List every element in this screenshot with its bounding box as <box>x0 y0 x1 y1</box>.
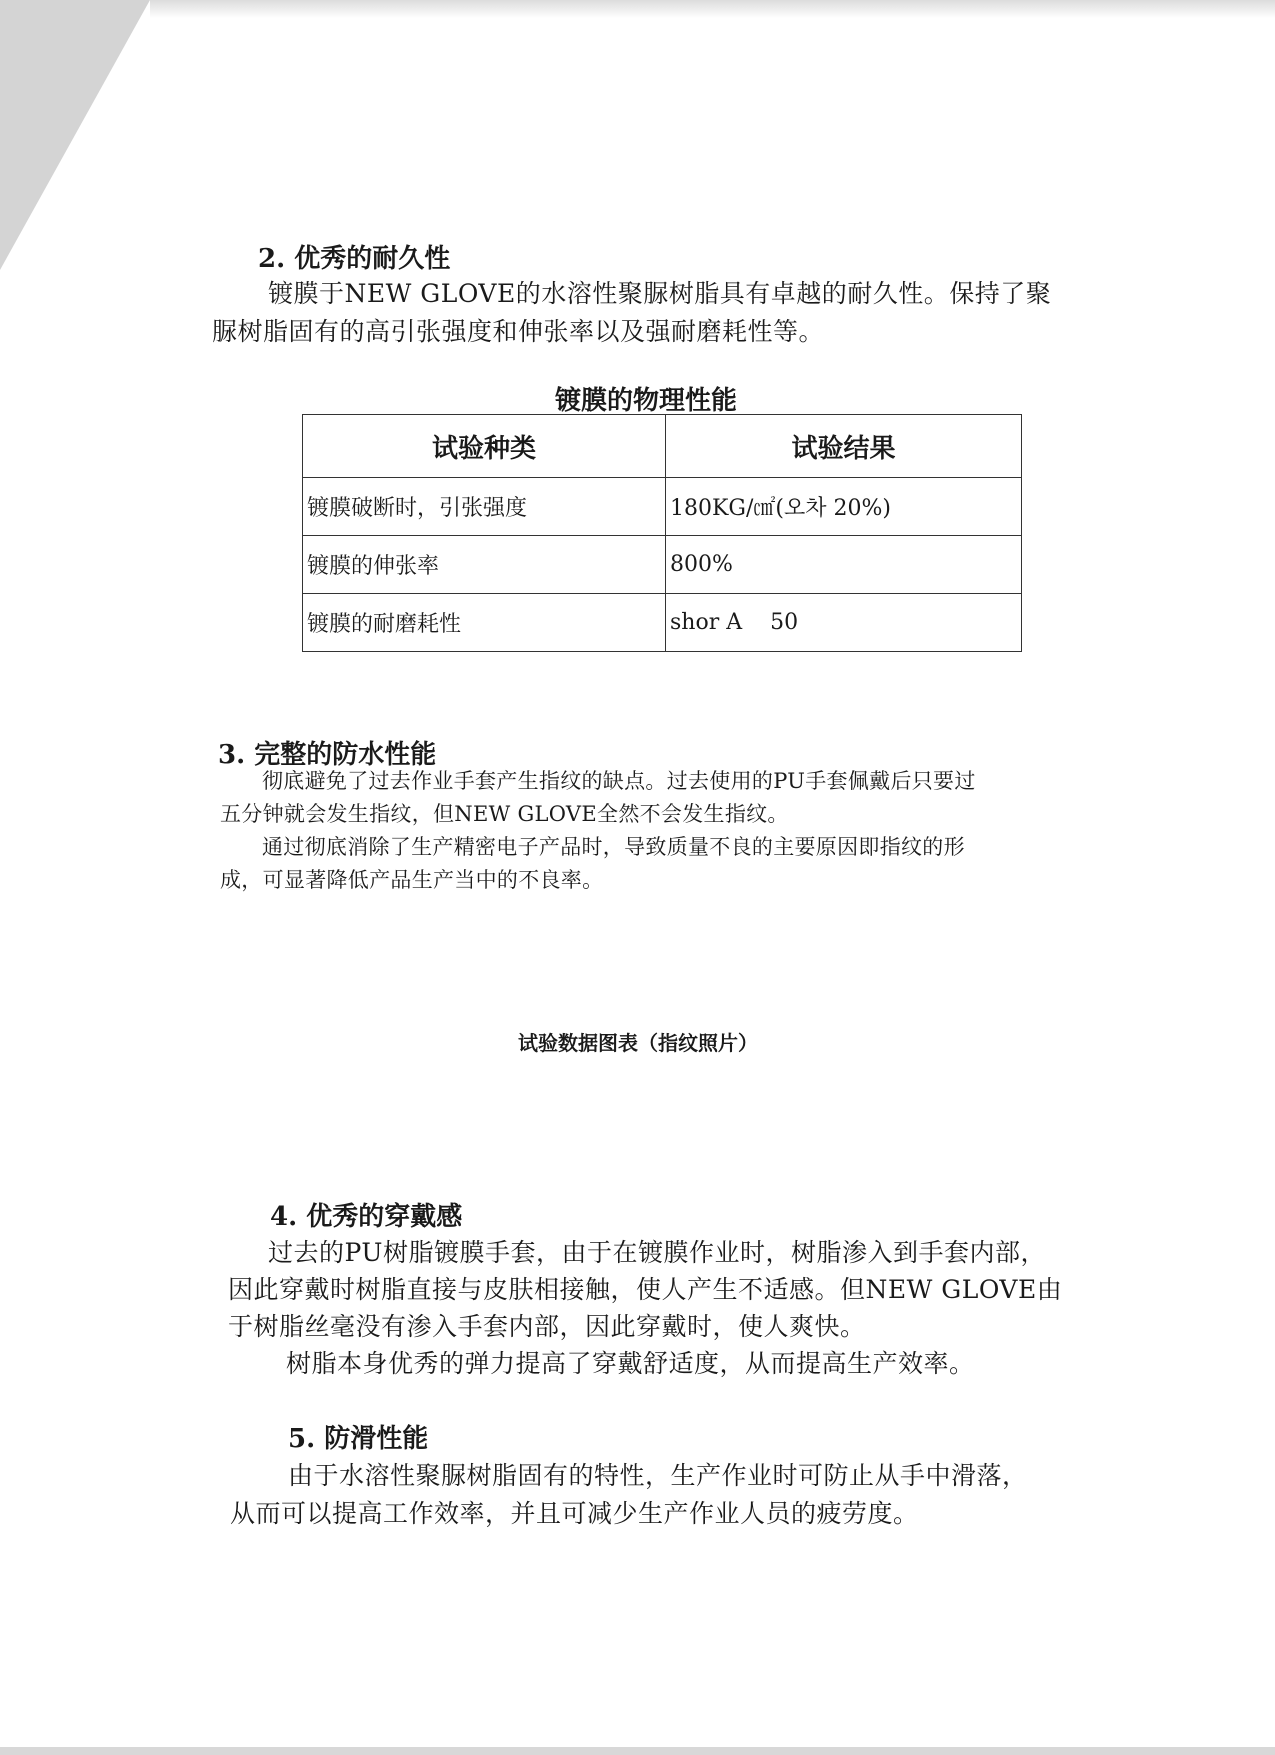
page-fold-shadow <box>0 0 150 270</box>
page-bottom-edge <box>0 1747 1275 1755</box>
table-cell: 800% <box>666 536 1022 594</box>
section3-line-1: 彻底避免了过去作业手套产生指纹的缺点。过去使用的PU手套佩戴后只要过 <box>262 769 976 793</box>
table-row <box>303 594 1022 652</box>
table-title: 镀膜的物理性能 <box>555 386 738 416</box>
table-header-test-result: 试验结果 <box>666 415 1022 478</box>
section4-line-2: 因此穿戴时树脂直接与皮肤相接触，使人产生不适感。但NEW GLOVE由 <box>228 1275 1063 1304</box>
table-cell: 180KG/㎠(오차 20%) <box>666 478 1022 536</box>
section5-line-2: 从而可以提高工作效率，并且可减少生产作业人员的疲劳度。 <box>230 1499 919 1528</box>
section5-line-1: 由于水溶性聚脲树脂固有的特性，生产作业时可防止从手中滑落， <box>288 1461 1028 1490</box>
section4-line-4: 树脂本身优秀的弹力提高了穿戴舒适度，从而提高生产效率。 <box>286 1349 975 1378</box>
table-header-test-type: 试验种类 <box>303 415 666 478</box>
table-row <box>303 478 1022 536</box>
section4-heading: 4. 优秀的穿戴感 <box>270 1202 463 1232</box>
table-cell: 镀膜破断时，引张强度 <box>303 478 666 536</box>
section4-line-3: 于树脂丝毫没有渗入手套内部，因此穿戴时，使人爽快。 <box>228 1312 866 1341</box>
table-cell: shor A 50 <box>666 594 1022 652</box>
table-cell: 镀膜的伸张率 <box>303 536 666 594</box>
section3-line-2: 五分钟就会发生指纹，但NEW GLOVE全然不会发生指纹。 <box>220 802 789 826</box>
table-cell: 镀膜的耐磨耗性 <box>303 594 666 652</box>
section4-line-1: 过去的PU树脂镀膜手套，由于在镀膜作业时，树脂渗入到手套内部， <box>268 1238 1046 1267</box>
section2-heading: 2. 优秀的耐久性 <box>258 244 451 274</box>
section2-line-1: 镀膜于NEW GLOVE的水溶性聚脲树脂具有卓越的耐久性。保持了聚 <box>268 279 1052 308</box>
section3-line-3: 通过彻底消除了生产精密电子产品时，导致质量不良的主要原因即指纹的形 <box>262 835 965 859</box>
section5-heading: 5. 防滑性能 <box>288 1424 429 1454</box>
section2-line-2: 脲树脂固有的高引张强度和伸张率以及强耐磨耗性等。 <box>212 317 825 346</box>
section3-heading: 3. 完整的防水性能 <box>218 740 437 770</box>
physical-properties-table <box>302 414 1022 652</box>
table-header-row <box>303 415 1022 478</box>
page-top-edge <box>150 0 1275 18</box>
figure-caption: 试验数据图表（指纹照片） <box>518 1031 758 1055</box>
section3-line-4: 成，可显著降低产品生产当中的不良率。 <box>220 868 604 892</box>
table-row <box>303 536 1022 594</box>
